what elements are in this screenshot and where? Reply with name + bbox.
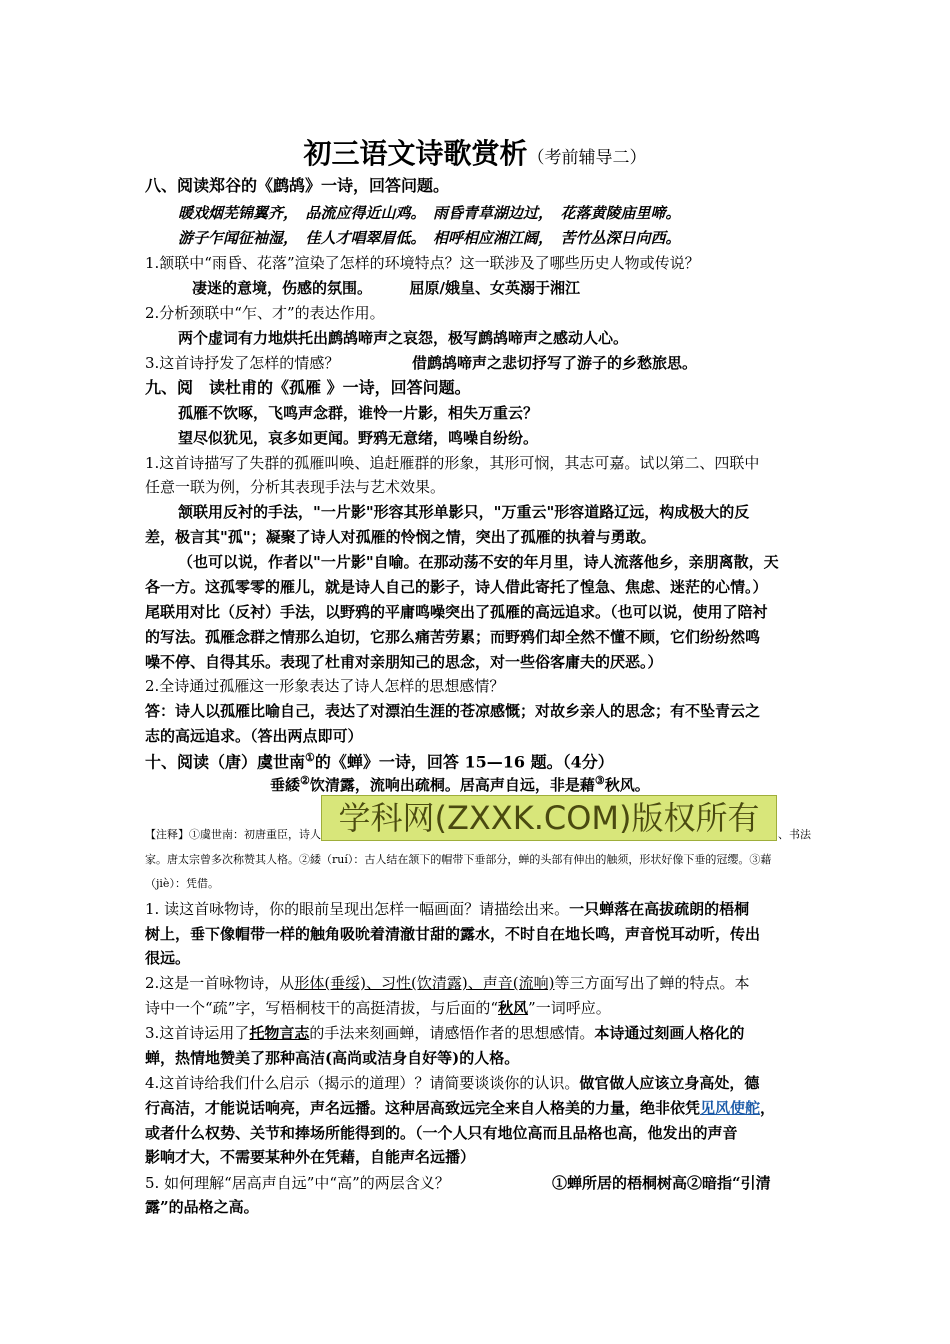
answer-fragment: 形体(垂绥) xyxy=(294,974,367,992)
question-text: 任意一联为例，分析其表现手法与艺术效果。 xyxy=(145,478,446,496)
question-fragment: 等三方面写出了蝉的特点。本 xyxy=(554,974,750,992)
answer-text: 的写法。孤雁念群之情那么迫切，它那么痛苦劳累；而野鸦们却全然不懂不顾，它们纷纷然鸣 xyxy=(145,628,761,646)
poem-line xyxy=(270,773,650,796)
answer-fragment: 、 xyxy=(467,974,483,992)
answer-text: 志的高远追求。（答出两点即可） xyxy=(145,727,363,745)
answer-text: 蝉，热情地赞美了那种高洁(高尚或洁身自好等)的人格。 xyxy=(145,1049,520,1067)
question-text xyxy=(145,898,749,920)
poem-line: 游子乍闻征袖湿， 佳人才唱翠眉低。 相呼相应湘江阔， 苦竹丛深日向西。 xyxy=(178,229,681,247)
section-8-heading: 八、阅读郑谷的《鹧鸪》一诗，回答问题。 xyxy=(145,176,450,195)
title-sub: （考前辅导二） xyxy=(527,148,647,168)
question-fragment: ”一词呼应。 xyxy=(528,999,611,1017)
question-fragment: 诗中一个“疏”字，写梧桐枝干的高挺清拔，与后面的“ xyxy=(145,999,499,1017)
answer-text: ①蝉所居的梧桐树高②暗指“引清 xyxy=(552,1174,771,1192)
question-text xyxy=(145,1072,759,1094)
section-10-heading xyxy=(145,750,614,773)
question-text: 1.这首诗描写了失群的孤雁叫唤、追赶雁群的形象，其形可悯，其志可嘉。试以第二、四联中 xyxy=(145,454,760,472)
poem-line: 望尽似犹见，哀多如更闻。野鸦无意绪，鸣噪自纷纷。 xyxy=(178,429,539,447)
poem-fragment: 垂緌 xyxy=(270,776,301,794)
section-10-text: 十、阅读（唐）虞世南 xyxy=(145,752,306,772)
footnote-text: （jiè）：凭借。 xyxy=(145,877,219,890)
answer-fragment: 声音(流响) xyxy=(482,974,555,992)
answer-text: 或者什么权势、关节和捧场所能得到的。（一个人只有地位高而且品格也高，他发出的声音 xyxy=(145,1124,738,1142)
answer-text: 影响才大，不需要某种外在凭藉，自能声名远播） xyxy=(145,1148,476,1166)
hyperlink[interactable]: 见风使舵 xyxy=(700,1099,761,1117)
answer-text: 露”的品格之高。 xyxy=(145,1198,259,1216)
poem-fragment: 秋风。 xyxy=(604,776,650,794)
footnote-text: 家。唐太宗曾多次称赞其人格。②緌（ruí）：古人结在颔下的帽带下垂部分，蝉的头部有伸出的触须，形状好像下垂的冠缨。③藉 xyxy=(145,853,772,866)
answer-text: 借鹧鸪啼声之悲切抒写了游子的乡愁旅思。 xyxy=(412,354,698,372)
question-text xyxy=(145,997,611,1019)
question-text: 1.颔联中“雨昏、花落”渲染了怎样的环境特点？这一联涉及了哪些历史人物或传说？ xyxy=(145,254,700,272)
footnote-ref: ① xyxy=(305,751,315,764)
answer-text: 树上，垂下像帽带一样的触角吸吮着清澈甘甜的露水，不时自在地长鸣，声音悦耳动听，传出 xyxy=(145,925,761,943)
question-text: 2.全诗通过孤雁这一形象表达了诗人怎样的思想感情？ xyxy=(145,677,505,695)
answer-text: 各一方。这孤零零的雁儿，就是诗人自己的影子，诗人借此寄托了惶急、焦虑、迷茫的心情。） xyxy=(145,578,768,596)
answer-fragment: 行高洁，才能说话响亮，声名远播。这种居高致远完全来自人格美的力量，绝非依凭 xyxy=(145,1099,701,1117)
poem-line: 暖戏烟芜锦翼齐， 品流应得近山鸡。 雨昏青草湖边过， 花落黄陵庙里啼。 xyxy=(178,204,681,222)
question-text: 2.分析颈联中“乍、才”的表达作用。 xyxy=(145,304,385,322)
poem-fragment: 饮清露，流响出疏桐。居高声自远，非是藉 xyxy=(309,776,595,794)
answer-text: 两个虚词有力地烘托出鹧鸪啼声之哀怨，极写鹧鸪啼声之感动人心。 xyxy=(178,329,629,347)
footnote-text: 【注释】①虞世南：初唐重臣，诗人 xyxy=(145,828,321,841)
answer-fragment: 本诗通过刻画人格化的 xyxy=(594,1024,745,1042)
answer-fragment: ， xyxy=(760,1099,776,1117)
footnote-text: 、书法 xyxy=(778,828,811,841)
poem-line: 孤雁不饮啄，飞鸣声念群，谁怜一片影，相失万重云？ xyxy=(178,404,539,422)
answer-fragment: 托物言志 xyxy=(249,1024,310,1042)
answer-text: 很远。 xyxy=(145,949,191,967)
question-text xyxy=(145,972,750,994)
answer-text: 答：诗人以孤雁比喻自己，表达了对漂泊生涯的苍凉感慨；对故乡亲人的思念；有不坠青云之 xyxy=(145,702,761,720)
question-fragment: 2.这是一首咏物诗，从 xyxy=(145,974,295,992)
question-text xyxy=(145,1022,744,1044)
answer-text: 差，极言其"孤"；凝聚了诗人对孤雁的怜悯之情，突出了孤雁的执着与勇敢。 xyxy=(145,528,656,546)
question-fragment: 的手法来刻画蝉，请感悟作者的思想感情。 xyxy=(309,1024,595,1042)
question-text: 5. 如何理解“居高声自远”中“高”的两层含义？ xyxy=(145,1174,450,1192)
answer-text: 凄迷的意境，伤感的氛围。 屈原/娥皇、女英溺于湘江 xyxy=(192,279,580,297)
answer-fragment: 、 xyxy=(366,974,382,992)
footnote-ref: ② xyxy=(300,774,310,787)
footnote-ref: ③ xyxy=(594,774,605,787)
page-title xyxy=(0,132,950,172)
answer-fragment: 一只蝉落在高拔疏朗的梧桐 xyxy=(569,900,750,918)
section-9-heading: 九、阅 读杜甫的《孤雁 》一诗，回答问题。 xyxy=(145,378,471,397)
title-main: 初三语文诗歌赏析 xyxy=(303,137,528,170)
answer-text: 尾联用对比（反衬）手法，以野鸦的平庸鸣噪突出了孤雁的高远追求。（也可以说，使用了陪衬 xyxy=(145,603,768,621)
answer-fragment: 秋风 xyxy=(498,999,529,1017)
question-fragment: 3.这首诗运用了 xyxy=(145,1024,250,1042)
answer-text: 噪不停、自得其乐。表现了杜甫对亲朋知己的思念，对一些俗客庸夫的厌恶。） xyxy=(145,653,663,671)
question-fragment: 1. 读这首咏物诗，你的眼前呈现出怎样一幅画面？请描绘出来。 xyxy=(145,900,570,918)
question-text: 3.这首诗抒发了怎样的情感？ xyxy=(145,354,340,372)
answer-text xyxy=(145,1097,775,1119)
answer-fragment: 习性(饮清露) xyxy=(381,974,468,992)
copyright-watermark: 学科网(ZXXK.COM)版权所有 xyxy=(321,795,777,841)
answer-text: 颔联用反衬的手法，"一片影"形容其形单影只，"万重云"形容道路辽远，构成极大的反 xyxy=(178,503,750,521)
answer-fragment: 做官做人应该立身高处，德 xyxy=(579,1074,760,1092)
answer-text: （也可以说，作者以"一片影"自喻。在那动荡不安的年月里，诗人流落他乡，亲朋离散，天 xyxy=(178,553,779,571)
section-10-text: 的《蝉》一诗，回答 15—16 题。（4分） xyxy=(314,752,614,772)
question-fragment: 4.这首诗给我们什么启示（揭示的道理）？请简要谈谈你的认识。 xyxy=(145,1074,580,1092)
